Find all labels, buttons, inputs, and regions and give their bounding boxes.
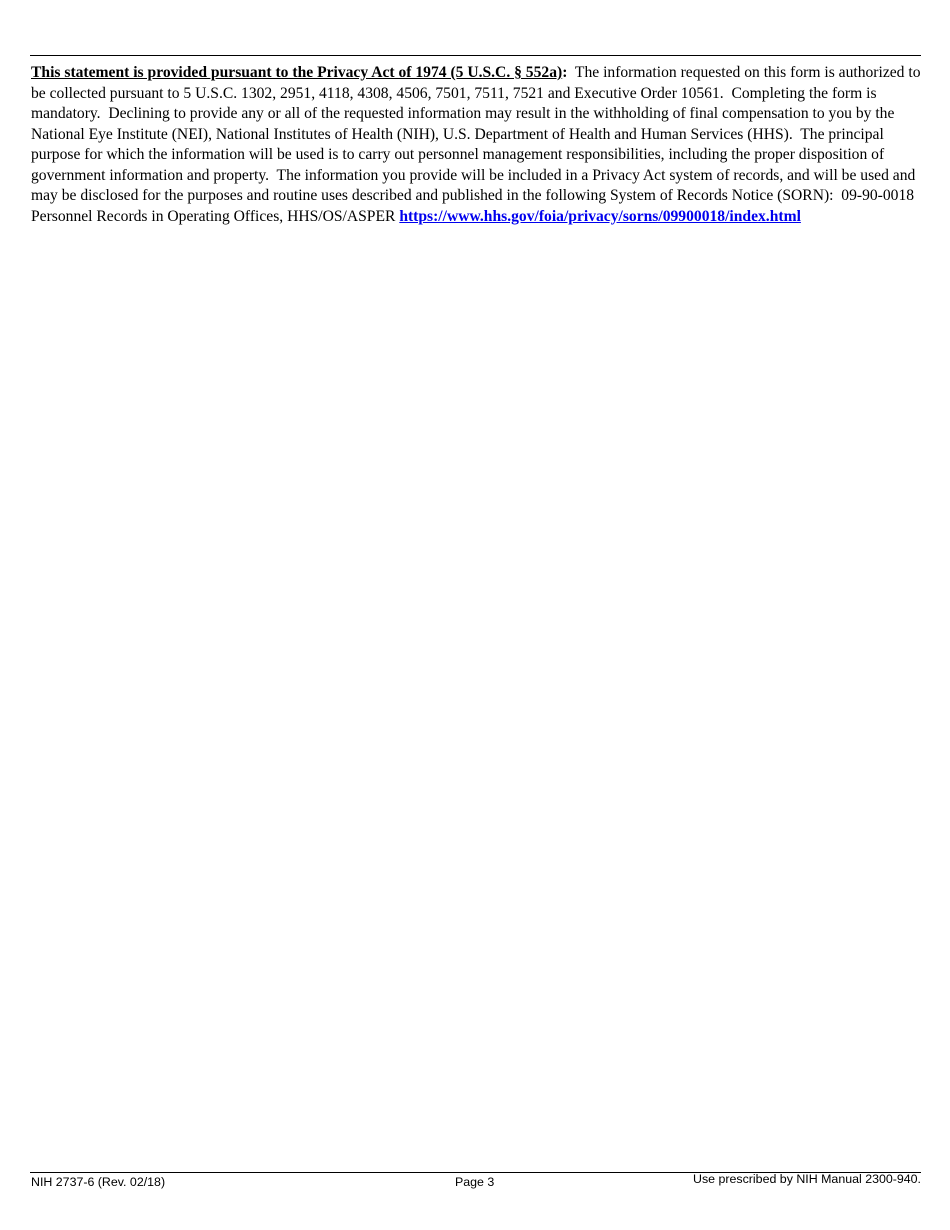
- privacy-act-body: The information requested on this form is authorized to be collected pursuant to 5 U.S.C. 1302, 2951, 4118, 4308, 4506, 7501, 7511, 7521 and Executive Order 10561. Completing the form is mandatory. Declining to provide any or all of the requested information may result in the withholding of final compensation to you by the National Eye Institute (NEI), National Institutes of Health (NIH), U.S. Department of Health and Human Services (HHS). The principal purpose for which the information will be used is to carry out personnel management responsibilities, including the proper disposition of government information and property. The information you provide will be included in a Privacy Act system of records, and will be used and may be disclosed for the purposes and routine uses described and published in the following System of Records Notice (SORN): 09-90-0018 Personnel Records in Operating Offices, HHS/OS/ASPER: [31, 64, 925, 225]
- form-number: NIH 2737-6 (Rev. 02/18): [31, 1175, 166, 1189]
- privacy-act-statement: [31, 63, 926, 227]
- sorn-link[interactable]: https://www.hhs.gov/foia/privacy/sorns/09900018/index.html: [399, 207, 801, 225]
- page-number: Page 3: [455, 1175, 495, 1189]
- top-divider: [30, 55, 921, 56]
- privacy-act-lead-colon: :: [562, 64, 568, 81]
- privacy-act-lead: This statement is provided pursuant to the Privacy Act of 1974 (5 U.S.C. § 552a): [31, 64, 563, 81]
- manual-reference: Use prescribed by NIH Manual 2300-940.: [693, 1172, 921, 1186]
